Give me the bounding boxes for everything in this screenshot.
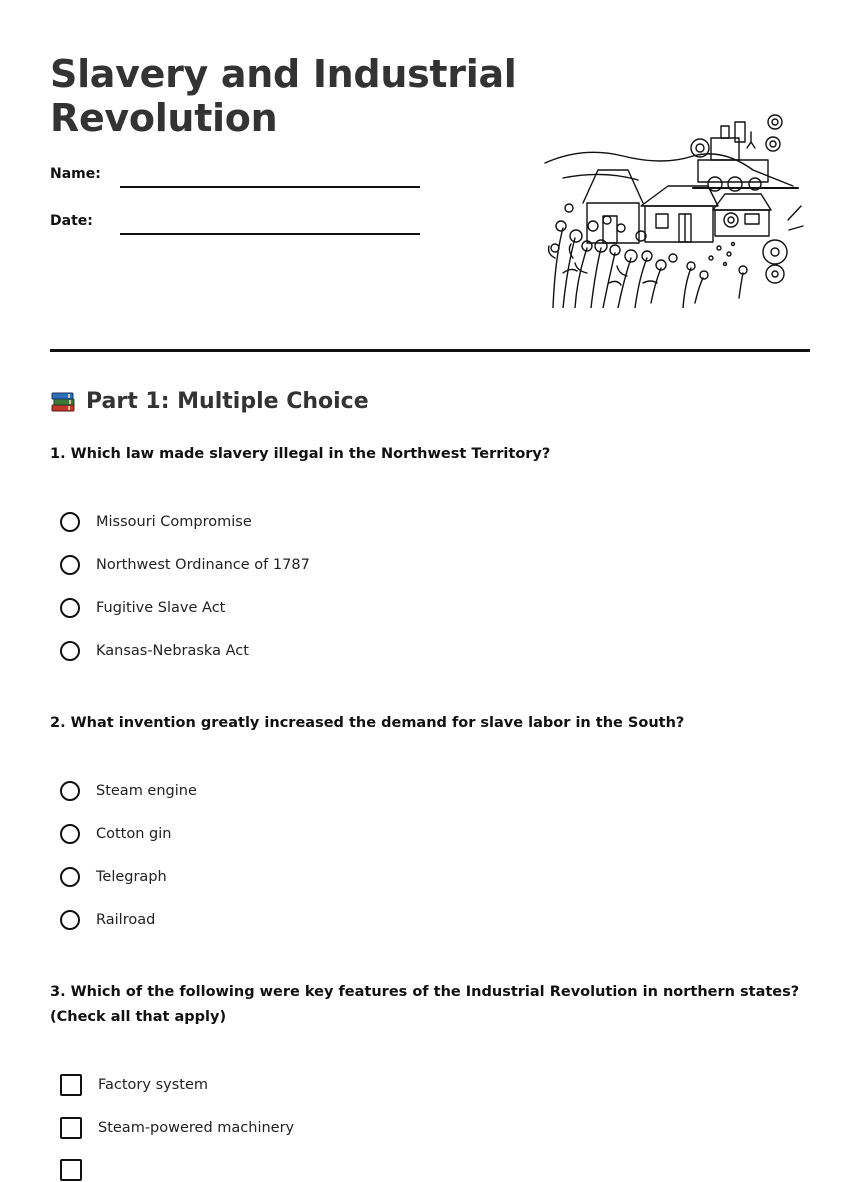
q2-option-2[interactable] <box>60 822 171 846</box>
option-label: Steam-powered machinery <box>98 1120 295 1136</box>
checkbox[interactable] <box>60 1117 82 1139</box>
farmhouse-icon <box>641 186 718 242</box>
section-divider <box>50 349 810 352</box>
barn-icon <box>583 170 643 243</box>
date-field[interactable] <box>120 233 420 235</box>
part1-title: Part 1: Multiple Choice <box>86 389 369 414</box>
cotton-field-train-illustration <box>543 108 805 308</box>
q1-option-1[interactable] <box>60 510 252 534</box>
option-label: Northwest Ordinance of 1787 <box>96 557 310 573</box>
q3-option-2[interactable] <box>60 1116 294 1140</box>
q2-option-4[interactable] <box>60 908 155 932</box>
locomotive-icon <box>691 115 798 191</box>
radio-button[interactable] <box>60 824 80 844</box>
option-label: Fugitive Slave Act <box>96 600 226 616</box>
q1-option-2[interactable] <box>60 553 310 577</box>
question-1: 1. Which law made slavery illegal in the Northwest Territory? <box>50 446 551 462</box>
radio-button[interactable] <box>60 512 80 532</box>
checkbox[interactable] <box>60 1074 82 1096</box>
radio-button[interactable] <box>60 910 80 930</box>
radio-button[interactable] <box>60 555 80 575</box>
option-label: Telegraph <box>96 869 167 885</box>
q3-option-1[interactable] <box>60 1073 208 1097</box>
q1-option-4[interactable] <box>60 639 249 663</box>
radio-button[interactable] <box>60 867 80 887</box>
option-label: Railroad <box>96 912 156 928</box>
radio-button[interactable] <box>60 641 80 661</box>
question-2: 2. What invention greatly increased the demand for slave labor in the South? <box>50 715 685 731</box>
option-label: Missouri Compromise <box>96 514 252 530</box>
shed-icon <box>713 194 771 236</box>
name-label: Name: <box>50 166 101 182</box>
checkbox[interactable] <box>60 1159 82 1181</box>
q2-option-1[interactable] <box>60 779 197 803</box>
name-field[interactable] <box>120 186 420 188</box>
worksheet-title: Slavery and Industrial Revolution <box>50 52 517 140</box>
radio-button[interactable] <box>60 781 80 801</box>
q2-option-3[interactable] <box>60 865 167 889</box>
part1-heading <box>50 389 369 414</box>
option-label: Steam engine <box>96 783 197 799</box>
radio-button[interactable] <box>60 598 80 618</box>
option-label: Cotton gin <box>96 826 172 842</box>
cotton-plants-icon <box>549 204 747 308</box>
q1-option-3[interactable] <box>60 596 225 620</box>
option-label: Factory system <box>98 1077 208 1093</box>
date-label: Date: <box>50 213 93 229</box>
option-label: Kansas-Nebraska Act <box>96 643 249 659</box>
q3-option-3[interactable] <box>60 1158 98 1182</box>
books-icon <box>50 390 76 414</box>
question-3: 3. Which of the following were key features of the Industrial Revolution in northern states? (Check all that apply) <box>50 984 800 1025</box>
